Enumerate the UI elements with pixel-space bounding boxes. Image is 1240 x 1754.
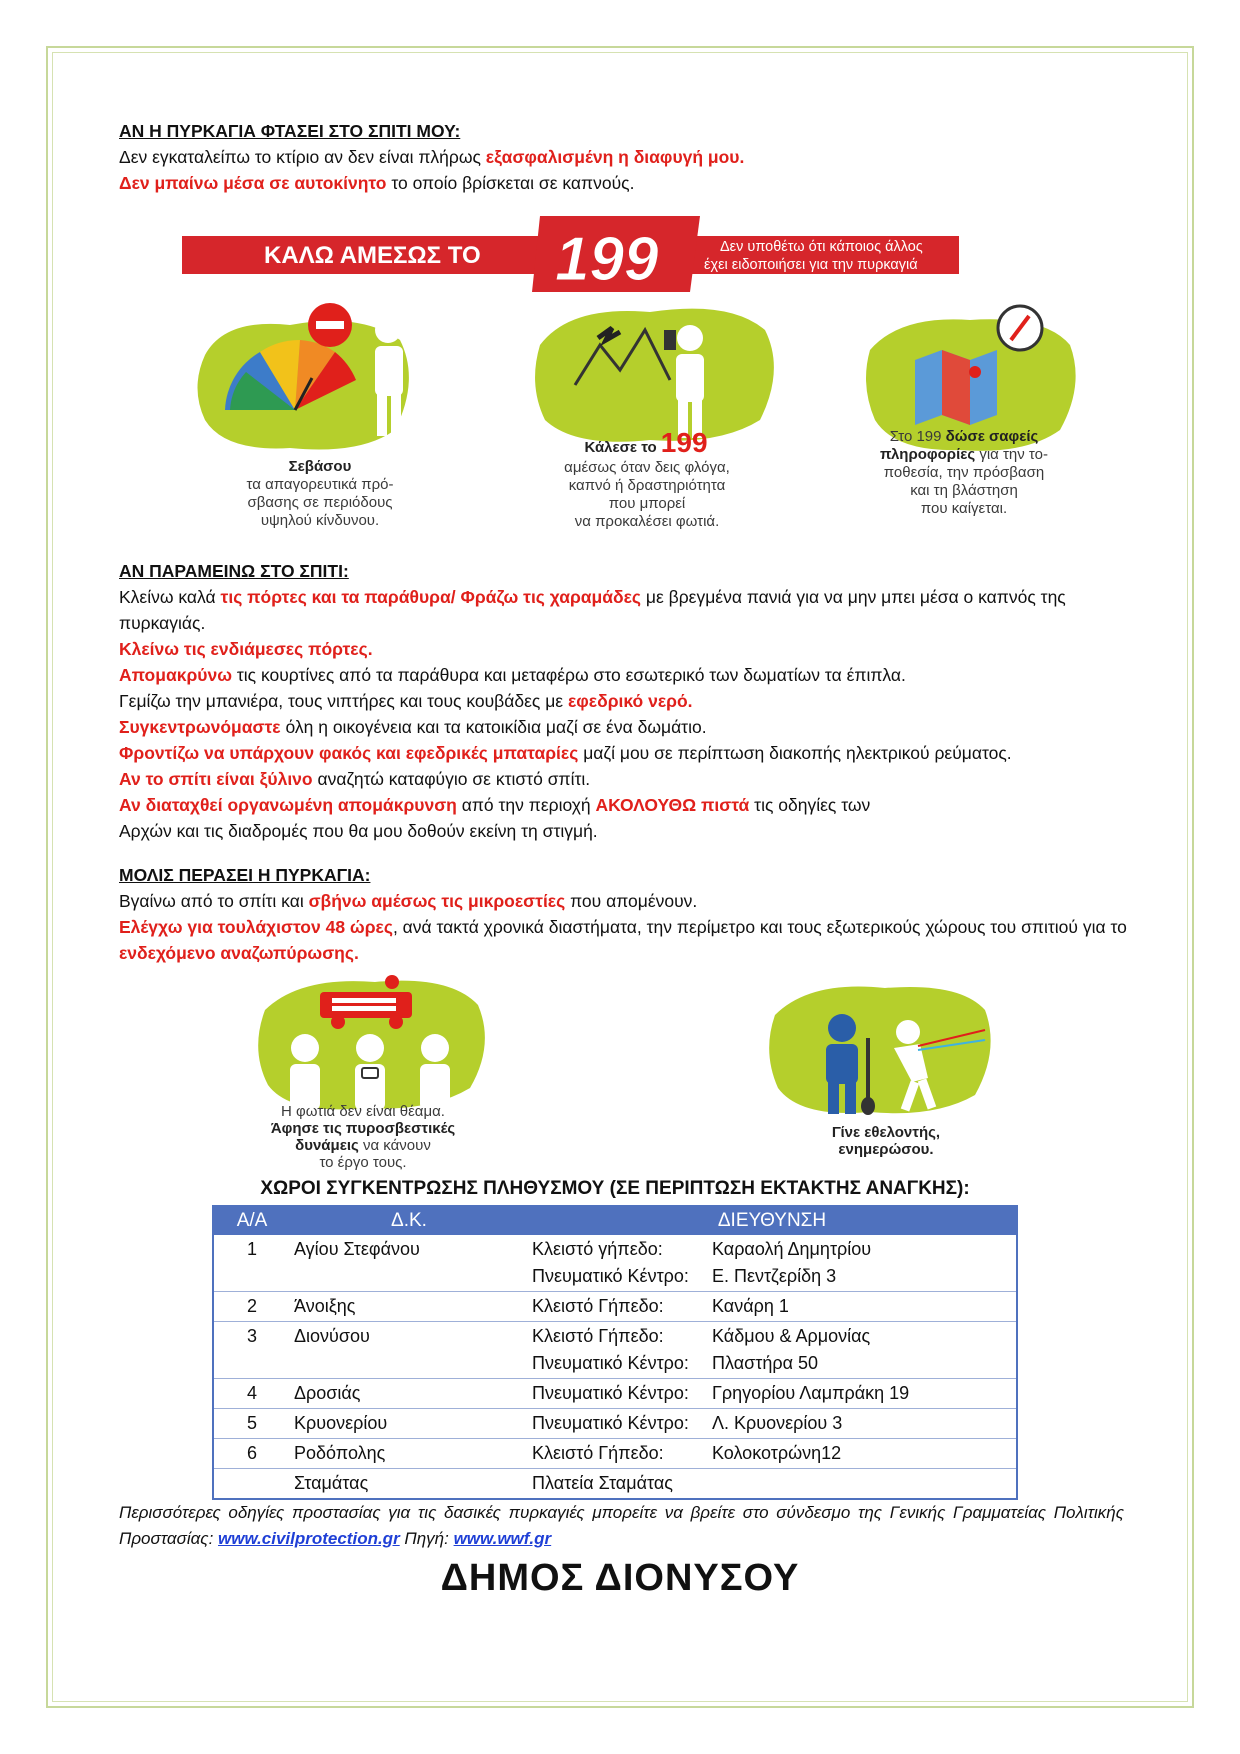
table-row [213,1409,1017,1439]
tip-text-bold: πληροφορίες [880,446,976,463]
cell-aa: 3 [213,1322,290,1379]
wwf-link[interactable]: www.wwf.gr [453,1529,552,1548]
cell-community: Αγίου Στεφάνου [290,1235,528,1292]
tip-line: και τη βλάστηση [910,482,1018,499]
tip-line: υψηλού κίνδυνου. [260,512,380,529]
highlight-text: Φροντίζω να υπάρχουν φακός και εφεδρικές μπαταρίες [119,743,579,763]
banner-left-text: ΚΑΛΩ ΑΜΕΣΩΣ ΤΟ [264,242,481,269]
phone-icon [664,330,676,350]
tip-call-199 [535,309,774,530]
paragraph [119,688,1129,714]
text: Περισσότερες οδηγίες προστασίας για τις δασικές πυρκαγιές μπορείτε να βρείτε στο σύνδεσμο της Γενικής Γραμματείας Πολιτικής Προστασίας: [119,1503,1124,1548]
venue-type: Πνευματικό Κέντρο: [532,1353,689,1373]
footer-note [119,1500,1124,1552]
tip-text-bold: δυνάμεις [295,1137,359,1154]
cell-address [528,1292,1017,1322]
street-address: Λ. Κρυονερίου 3 [712,1413,843,1433]
text: από την περιοχή [456,795,596,815]
venue-type: Κλειστό Γήπεδο: [532,1443,664,1463]
tip-line: τα απαγορευτικά πρό- [246,476,394,493]
cell-address [528,1322,1017,1379]
column-header: Α/Α [213,1206,290,1235]
tip-line: σβασης σε περιόδους [247,494,393,511]
paragraph [119,888,1129,914]
banner-right-line2: έχει ειδοποιήσει για την πυρκαγιά [704,257,918,273]
paragraph [119,662,1129,688]
section-heading: ΑΝ Η ΠΥΡΚΑΓΙΑ ΦΤΑΣΕΙ ΣΤΟ ΣΠΙΤΙ ΜΟΥ: [119,121,461,141]
tip-line: αμέσως όταν δεις φλόγα, [564,459,730,476]
highlight-text: ενδεχόμενο αναζωπύρωσης. [119,943,359,963]
text: τις οδηγίες των [749,795,871,815]
infographic-row-1 [0,0,1240,560]
address-line [532,1350,1012,1377]
venue-type: Κλειστό Γήπεδο: [532,1296,664,1316]
highlight-text: Δεν μπαίνω μέσα σε αυτοκίνητο [119,173,387,193]
fire-truck-icon [320,992,412,1018]
tip-give-clear-info [866,306,1076,517]
cell-aa: 1 [213,1235,290,1292]
street-address: Καραολή Δημητρίου [712,1239,872,1259]
text: Γεμίζω την μπανιέρα, τους νιπτήρες και τους κουβάδες με [119,691,568,711]
call-199-banner [182,216,959,294]
section-heading: ΜΟΛΙΣ ΠΕΡΑΣΕΙ Η ΠΥΡΚΑΓΙΑ: [119,865,371,885]
text: το οποίο βρίσκεται σε καπνούς. [386,173,635,193]
tip-line: ποθεσία, την πρόσβαση [883,464,1045,481]
siren-icon [385,975,399,989]
tip-text-bold: δώσε σαφείς [945,428,1039,445]
address-line [532,1410,1012,1437]
paragraph [119,714,1129,740]
table-row [213,1469,1017,1500]
address-line [532,1380,1012,1407]
highlight-text: Αν το σπίτι είναι ξύλινο [119,769,313,789]
address-line [532,1440,1012,1467]
municipality-title: ΔΗΜΟΣ ΔΙΟΝΥΣΟΥ [440,1557,800,1599]
person-icon [828,1014,856,1042]
cell-address [528,1379,1017,1409]
section-after-fire [119,862,1129,966]
street-address: Κολοκοτρώνη12 [712,1443,842,1463]
tip-fire-is-not-a-show [258,975,485,1171]
table-header-row [213,1206,1017,1235]
tip-line: να προκαλέσει φωτιά. [574,513,720,530]
person-icon [677,325,703,351]
highlight-text: τις πόρτες και τα παράθυρα/ Φράζω τις χαραμάδες [220,587,642,607]
venue-type: Κλειστό Γήπεδο: [532,1326,664,1346]
column-header: Δ.Κ. [290,1206,528,1235]
section-staying-home [119,558,1129,844]
civilprotection-link[interactable]: www.civilprotection.gr [218,1529,400,1548]
highlight-text: Συγκεντρωνόμαστε [119,717,281,737]
paragraph [119,766,1129,792]
highlight-text: σβήνω αμέσως τις μικροεστίες [308,891,566,911]
street-address: Πλαστήρα 50 [712,1353,819,1373]
paragraph [119,914,1129,966]
address-line [532,1323,1012,1350]
text: όλη η οικογένεια και τα κατοικίδια μαζί σε ένα δωμάτιο. [280,717,707,737]
text: Κλείνω καλά [119,587,221,607]
venue-type: Πλατεία Σταμάτας [532,1473,673,1493]
text: Πηγή: [399,1529,454,1548]
person-icon [291,1034,319,1062]
paragraph: Αρχών και τις διαδρομές που θα μου δοθούν εκείνη τη στιγμή. [119,821,598,841]
cell-address [528,1409,1017,1439]
table-row [213,1292,1017,1322]
cell-community: Δροσιάς [290,1379,528,1409]
venue-type: Πνευματικό Κέντρο: [532,1266,689,1286]
table-row [213,1379,1017,1409]
text: τις κουρτίνες από τα παράθυρα και μεταφέρω στο εσωτερικό των δωματίων τα έπιπλα. [232,665,906,685]
tip-text: για την το- [975,446,1048,463]
svg-text:δυνάμεις να κάνουν [295,1137,431,1154]
tip-text: να κάνουν [358,1137,431,1154]
street-address: Γρηγορίου Λαμπράκη 19 [712,1383,910,1403]
street-address: Κανάρη 1 [712,1296,789,1316]
tip-title: Κάλεσε το [584,439,661,456]
person-icon [375,317,401,343]
tip-line: Η φωτιά δεν είναι θέαμα. [281,1103,445,1120]
tip-text: Στο 199 [889,428,946,445]
tip-line: ενημερώσου. [838,1141,934,1158]
tip-line: το έργο τους. [319,1154,407,1171]
cell-community: Σταμάτας [294,1473,369,1493]
paragraph: Κλείνω τις ενδιάμεσες πόρτες. [119,639,373,659]
tip-line: που καίγεται. [920,500,1008,517]
tip-number: 199 [660,427,708,458]
street-address: Κάδμου & Αρμονίας [712,1326,871,1346]
gathering-points-table [212,1205,1018,1500]
address-line [532,1263,1012,1290]
venue-type: Πνευματικό Κέντρο: [532,1413,689,1433]
table-title: ΧΩΡΟΙ ΣΥΓΚΕΝΤΡΩΣΗΣ ΠΛΗΘΥΣΜΟΥ (ΣΕ ΠΕΡΙΠΤΩΣΗ ΕΚΤΑΚΤΗΣ ΑΝΑΓΚΗΣ): [260,1178,970,1199]
tip-line: Γίνε εθελοντής, [831,1124,941,1141]
highlight-text: εφεδρικό νερό. [567,691,693,711]
cell-address [528,1235,1017,1292]
banner-right-line1: Δεν υποθέτω ότι κάποιος άλλος [720,239,923,255]
cell-address [528,1439,1017,1469]
cell-community: Άνοιξης [290,1292,528,1322]
svg-text:πληροφορίες για την το- [880,446,1048,463]
tip-become-volunteer [769,987,990,1158]
text: μαζί μου σε περίπτωση διακοπής ηλεκτρικού ρεύματος. [578,743,1012,763]
text: , ανά τακτά χρονικά διαστήματα, την περίμετρο και τους εξωτερικούς χώρους του σπιτιού για το [392,917,1127,937]
venue-type: Πνευματικό Κέντρο: [532,1383,689,1403]
tip-respect-prohibitions [198,303,409,529]
person-icon [421,1034,449,1062]
firefighter-icon [896,1020,920,1044]
tip-line: που μπορεί [608,495,686,512]
cell-aa [213,1469,290,1500]
highlight-text: Ελέγχω για τουλάχιστον 48 ώρες [119,917,393,937]
text: αναζητώ καταφύγιο σε κτιστό σπίτι. [312,769,591,789]
cell-community: Ροδόπολης [290,1439,528,1469]
section-heading: ΑΝ ΠΑΡΑΜΕΙΝΩ ΣΤΟ ΣΠΙΤΙ: [119,561,349,581]
address-line [532,1470,1012,1497]
text: με βρεγμένα πανιά για να μην μπει μέσα ο καπνός της πυρκαγιάς. [119,587,1066,633]
table-row [213,1322,1017,1379]
table-row [213,1439,1017,1469]
text: που απομένουν. [565,891,698,911]
paragraph [119,740,1129,766]
highlight-text: ΑΚΟΛΟΥΘΩ πιστά [595,795,750,815]
tip-line: Άφησε τις πυροσβεστικές [270,1120,456,1137]
cell-community: Διονύσου [290,1322,528,1379]
tip-title: Σεβάσου [288,458,352,475]
svg-text:Στο 199 δώσε σαφείς [890,428,1039,445]
table-row [213,1235,1017,1292]
highlight-text: εξασφαλισμένη η διαφυγή μου. [485,147,745,167]
person-icon [356,1034,384,1062]
street-address: Ε. Πεντζερίδη 3 [712,1266,837,1286]
text: Δεν εγκαταλείπω το κτίριο αν δεν είναι πλήρως [119,147,486,167]
address-line [532,1293,1012,1320]
cell-address [528,1469,1017,1500]
venue-type: Κλειστό γήπεδο: [532,1239,663,1259]
cell-aa: 2 [213,1292,290,1322]
paragraph [119,792,1129,818]
text: Βγαίνω από το σπίτι και [119,891,309,911]
highlight-text: Αν διαταχθεί οργανωμένη απομάκρυνση [119,795,457,815]
column-header: ΔΙΕΥΘΥΝΣΗ [528,1206,1017,1235]
tip-line: καπνό ή δραστηριότητα [568,477,726,494]
cell-aa: 6 [213,1439,290,1469]
address-line [532,1236,1012,1263]
infographic-row-2 [0,970,1240,1175]
paragraph [119,584,1129,636]
cell-aa: 4 [213,1379,290,1409]
banner-number: 199 [555,225,659,294]
cell-community: Κρυονερίου [290,1409,528,1439]
highlight-text: Απομακρύνω [119,665,232,685]
cell-aa: 5 [213,1409,290,1439]
